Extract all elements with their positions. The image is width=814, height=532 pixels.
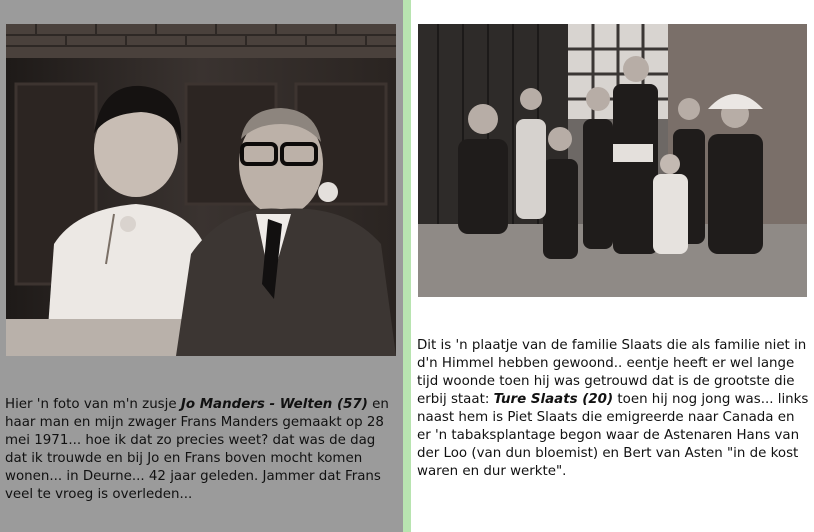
left-caption-text-2: en haar man en mijn zwager Frans Manders gemaakt op 28 mei 1971... hoe ik dat zo precies weet? dat was de dag dat ik trouwde en bij Jo en Frans boven mocht komen wonen... in Deurne... 42 jaar geleden. Jammer dat Frans veel te vroeg is overleden... bbox=[5, 397, 389, 502]
right-caption-name: Ture Slaats (20) bbox=[493, 392, 614, 407]
right-caption-text-2: toen hij nog jong was... links naast hem is Piet Slaats die emigreerde naar Canada en er 'n tabaksplantage begon waar de Astenaren Hans van der Loo (van dun bloemist) en Bert van Asten "in de kost waren en dur werkte". bbox=[417, 392, 809, 479]
couple-photo bbox=[6, 24, 396, 356]
right-caption-text-1: Dit is 'n plaatje van de familie Slaats die als familie niet in d'n Himmel hebben gewoond.. eentje heeft er wel lange tijd woonde toen hij was getrouwd dat is de grootste die erbij staat: bbox=[417, 338, 807, 407]
right-panel bbox=[411, 0, 814, 532]
family-photo bbox=[418, 24, 807, 297]
left-caption bbox=[5, 396, 401, 504]
left-caption-text-1: Hier 'n foto van m'n zusje bbox=[5, 397, 181, 412]
left-panel bbox=[0, 0, 403, 532]
left-caption-name: Jo Manders - Welten (57) bbox=[180, 397, 368, 412]
panel-divider bbox=[403, 0, 411, 532]
right-caption bbox=[417, 337, 811, 481]
